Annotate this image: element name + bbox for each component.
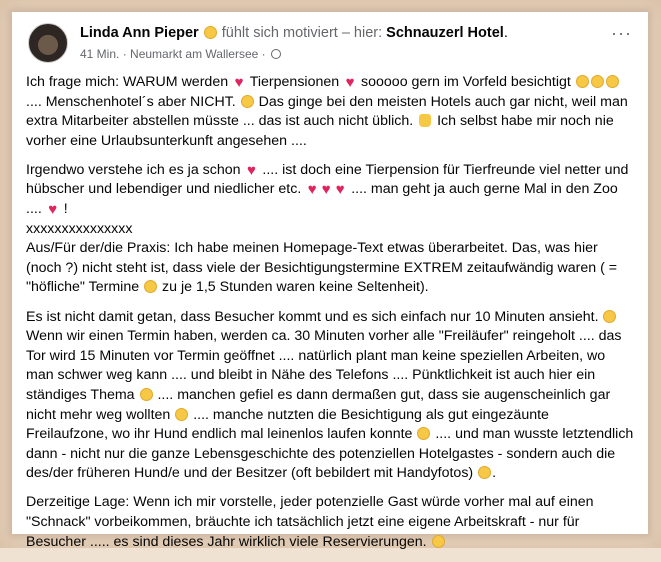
- place-suffix: .: [503, 25, 508, 41]
- relieved-emoji-icon: [144, 280, 157, 293]
- grin-emoji-icon: [478, 466, 491, 479]
- text: Das ginge bei den meisten Hotels auch gar nicht, weil man extra Mitarbeiter abstellen müsste ... das ist auch nicht üblich.: [26, 93, 628, 130]
- facebook-post-card: [12, 12, 648, 550]
- text: sooooo gern im Vorfeld besichtigt: [361, 74, 571, 90]
- text: zu je 1,5 Stunden waren keine Seltenheit).: [162, 279, 429, 296]
- paragraph-1: [26, 73, 634, 151]
- text: .... man geht ja auch gerne Mal in den Zoo ....: [26, 181, 618, 218]
- heart-icon: ♥: [321, 181, 331, 199]
- text: !: [63, 201, 68, 218]
- text: .... manchen gefiel es dann dermaßen gut, dass sie augenscheinlich gar nicht mehr weg wollten: [26, 386, 611, 423]
- heart-icon: ♥: [247, 161, 256, 179]
- meta-separator: ·: [122, 47, 127, 61]
- grimace-emoji-icon: [576, 75, 589, 88]
- feeling-text: fühlt sich motiviert – hier:: [221, 25, 383, 41]
- post-meta: [80, 47, 281, 61]
- paragraph-4: [26, 493, 634, 552]
- text: .... ist doch eine Tierpension für Tierfreunde viel netter und hübscher und lebendiger und niedlicher etc.: [26, 161, 629, 198]
- heart-icon: ♥: [345, 74, 355, 91]
- heart-icon: ♥: [307, 181, 317, 199]
- author-avatar[interactable]: [28, 23, 68, 63]
- post-body: [26, 73, 634, 562]
- text: Wenn wir einen Termin haben, werden ca. 30 Minuten vorher alle "Freiläufer" reingeholt .... das Tor wird 15 Minuten vor Termin geöffnet .... natürlich plant man keine speziellen Arbeiten, wo man schwer weg kann .... und bleibt in Nähe des Telefons .... Pünktlichkeit ist auch hier ein ständiges Thema: [26, 328, 622, 403]
- post-location[interactable]: Neumarkt am Wallersee: [130, 47, 259, 61]
- paragraph-3: [26, 308, 634, 484]
- thumbs-up-icon: [419, 114, 431, 127]
- heart-icon: ♥: [335, 181, 345, 199]
- smile-emoji-icon: [204, 26, 217, 39]
- heart-icon: ♥: [234, 74, 244, 91]
- paragraph-2: [26, 161, 634, 298]
- text: Tierpensionen: [249, 74, 340, 90]
- smile-emoji-icon: [432, 535, 445, 548]
- crazy-face-emoji-icon: [591, 75, 604, 88]
- author-name[interactable]: Linda Ann Pieper: [80, 25, 199, 41]
- more-options-button[interactable]: ···: [611, 23, 632, 43]
- globe-icon: [271, 49, 281, 59]
- text: Aus/Für der/die Praxis: Ich habe meinen Homepage-Text etwas überarbeitet. Das, was hier (noch ?) nicht steht ist, dass viele der Besichtigungstermine EXTREM zeitaufwändig waren ( = "höfliche" Termine: [26, 240, 618, 296]
- laughing-emoji-icon: [175, 408, 188, 421]
- meta-separator: ·: [261, 47, 266, 61]
- post-time[interactable]: 41 Min.: [80, 47, 120, 61]
- thinking-emoji-icon: [241, 95, 254, 108]
- post-header: [26, 19, 634, 63]
- text: .... Menschenhotel´s aber NICHT.: [26, 93, 236, 110]
- text: .: [492, 465, 497, 482]
- wink-emoji-icon: [417, 427, 430, 440]
- text: Ich frage mich: WARUM werden: [26, 74, 229, 90]
- text: .... manche nutzten die Besichtigung als gut eingezäunte Freilaufzone, wo ihr Hund endlich mal leinenlos laufen konnte: [26, 406, 549, 443]
- wink-emoji-icon: [606, 75, 619, 88]
- text: .... und man wusste letztendlich dann - nicht nur die ganze Lebensgeschichte des potenziellen Hotelgastes - sondern auch die des/der früheren Hund/e und der Besitzer (oft bebildert mit Handyfotos): [26, 426, 634, 482]
- text: Derzeitige Lage: Wenn ich mir vorstelle, jeder potenzielle Gast würde vorher mal auf einen "Schnack" vorbeikommen, bräuchte ich tatsächlich jetzt eine eigene Arbeitskraft - nur für Besucher ..... es sind dieses Jahr wirklich viele Reservierungen.: [26, 494, 594, 550]
- text: Irgendwo verstehe ich es ja schon: [26, 161, 241, 178]
- text: Es ist nicht damit getan, dass Besucher kommt und es sich einfach nur 10 Minuten ansieht.: [26, 308, 599, 325]
- smirk-emoji-icon: [140, 388, 153, 401]
- thinking-emoji-icon: [603, 310, 616, 323]
- place-link[interactable]: Schnauzerl Hotel: [386, 25, 504, 41]
- separator-text: xxxxxxxxxxxxxxx: [26, 220, 133, 237]
- author-line: [80, 25, 508, 41]
- heart-icon: ♥: [48, 201, 58, 219]
- text: Ich selbst habe mir noch nie vorher eine Urlaubsunterkunft angesehen ....: [26, 113, 614, 149]
